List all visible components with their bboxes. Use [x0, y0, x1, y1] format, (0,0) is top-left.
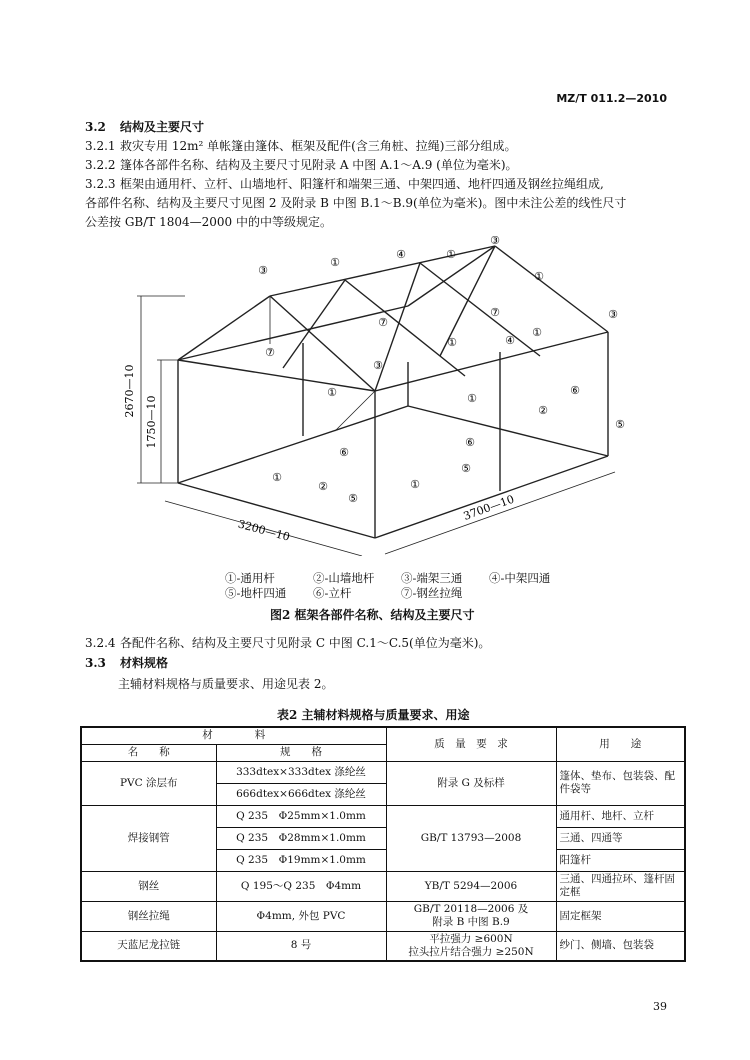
legend-item: ⑦-钢丝拉绳 — [401, 586, 463, 600]
section-3-3-text: 主辅材料规格与质量要求、用途见表 2。 — [118, 677, 334, 691]
dim-length: 3700—10 — [461, 492, 516, 523]
figure-caption: 图2 框架各部件名称、结构及主要尺寸 — [270, 608, 475, 622]
marker-1: ① — [447, 336, 457, 349]
figure-legend-row-1 — [225, 570, 577, 586]
cell-spec: 666dtex×666dtex 涤纶丝 — [216, 783, 386, 805]
legend-item: ⑤-地杆四通 — [225, 586, 287, 600]
section-3-3-heading — [85, 654, 685, 673]
marker-7: ⑦ — [378, 316, 388, 329]
legend-item: ⑥-立杆 — [313, 586, 352, 600]
dim-wall-height: 1750—10 — [145, 395, 158, 449]
marker-1: ① — [272, 471, 282, 484]
header-quality: 质 量 要 求 — [386, 727, 556, 761]
marker-7: ⑦ — [490, 306, 500, 319]
cell-name: 焊接钢管 — [81, 805, 216, 871]
para-number: 3.2.2 — [85, 158, 116, 172]
cell-usage: 阳篷杆 — [556, 849, 685, 871]
quality-line: 拉头拉片结合强力 ≥250N — [408, 945, 534, 958]
cell-spec: Q 235 Φ19mm×1.0mm — [216, 849, 386, 871]
legend-item: ②-山墙地杆 — [313, 571, 375, 585]
marker-3: ③ — [490, 236, 500, 247]
cell-spec: 8 号 — [216, 931, 386, 961]
marker-1: ① — [532, 326, 542, 339]
cell-spec: Q 235 Φ25mm×1.0mm — [216, 805, 386, 827]
marker-1: ① — [467, 392, 477, 405]
cell-name: 天蓝尼龙拉链 — [81, 931, 216, 961]
cell-quality: YB/T 5294—2006 — [386, 871, 556, 901]
marker-4: ④ — [396, 248, 406, 261]
section-title: 材料规格 — [120, 656, 169, 670]
quality-line: 附录 B 中图 B.9 — [432, 916, 510, 928]
para-3-2-3-line-1 — [85, 175, 685, 194]
part-markers — [258, 236, 625, 505]
cell-quality — [386, 931, 556, 961]
cell-usage: 通用杆、地杆、立杆 — [556, 805, 685, 827]
tent-frame-figure — [85, 236, 665, 556]
marker-5: ⑤ — [348, 492, 358, 505]
marker-2: ② — [538, 404, 548, 417]
para-text: 救灾专用 12m² 单帐篷由篷体、框架及配件(含三角桩、拉绳)三部分组成。 — [120, 139, 517, 153]
cell-quality: 附录 G 及标样 — [386, 761, 556, 805]
figure-legend-row-2 — [225, 585, 489, 601]
frame-drawing — [178, 246, 608, 538]
section-number: 3.2 — [85, 120, 106, 134]
marker-2: ② — [318, 480, 328, 493]
cell-name: 钢丝拉绳 — [81, 901, 216, 931]
dim-total-height: 2670—10 — [123, 364, 136, 418]
header-material: 材 料 — [81, 727, 386, 744]
para-3-2-2 — [85, 156, 685, 175]
marker-7: ⑦ — [265, 346, 275, 359]
para-text: 各配件名称、结构及主要尺寸见附录 C 中图 C.1～C.5(单位为毫米)。 — [120, 636, 491, 650]
para-text: 框架由通用杆、立杆、山墙地杆、阳篷杆和端架三通、中架四通、地杆四通及钢丝拉绳组成, — [120, 177, 604, 191]
marker-4: ④ — [505, 334, 515, 347]
para-number: 3.2.4 — [85, 636, 116, 650]
cell-spec: Q 235 Φ28mm×1.0mm — [216, 827, 386, 849]
para-number: 3.2.3 — [85, 177, 116, 191]
legend-item: ③-端架三通 — [401, 571, 463, 585]
table-caption: 表2 主辅材料规格与质量要求、用途 — [277, 708, 470, 722]
dimension-lines — [137, 296, 615, 556]
para-number: 3.2.1 — [85, 139, 116, 153]
marker-6: ⑥ — [570, 384, 580, 397]
marker-3: ③ — [608, 308, 618, 321]
marker-3: ③ — [258, 264, 268, 277]
cell-quality — [386, 901, 556, 931]
cell-name: PVC 涂层布 — [81, 761, 216, 805]
cell-usage: 三通、四通等 — [556, 827, 685, 849]
cell-quality: GB/T 13793—2008 — [386, 805, 556, 871]
cell-spec: Φ4mm, 外包 PVC — [216, 901, 386, 931]
marker-1: ① — [446, 248, 456, 261]
cell-name: 钢丝 — [81, 871, 216, 901]
page-number: 39 — [653, 1000, 667, 1013]
header-usage: 用 途 — [556, 727, 685, 761]
cell-usage: 固定框架 — [556, 901, 685, 931]
standard-code: MZ/T 011.2—2010 — [556, 92, 667, 105]
marker-5: ⑤ — [615, 418, 625, 431]
para-3-2-3-line-3: 公差按 GB/T 1804—2000 中的中等级规定。 — [85, 215, 332, 229]
quality-line: GB/T 20118—2006 及 — [413, 903, 529, 915]
section-number: 3.3 — [85, 656, 106, 670]
section-3-2-heading — [85, 118, 685, 137]
cell-usage: 纱门、侧墙、包装袋 — [556, 931, 685, 961]
marker-5: ⑤ — [461, 462, 471, 475]
marker-1: ① — [327, 386, 337, 399]
quality-line: 平拉强力 ≥600N — [429, 932, 513, 945]
marker-1: ① — [330, 256, 340, 269]
cell-usage: 篷体、垫布、包装袋、配件袋等 — [556, 761, 685, 805]
cell-spec: Q 195～Q 235 Φ4mm — [216, 871, 386, 901]
section-title: 结构及主要尺寸 — [120, 120, 205, 134]
cell-spec: 333dtex×333dtex 涤纶丝 — [216, 761, 386, 783]
dim-width: 3200—10 — [236, 517, 292, 544]
guy-wires — [270, 296, 608, 431]
marker-6: ⑥ — [339, 446, 349, 459]
marker-3: ③ — [373, 359, 383, 372]
para-3-2-3-line-2: 各部件名称、结构及主要尺寸见图 2 及附录 B 中图 B.1～B.9(单位为毫米)。图中未注公差的线性尺寸 — [85, 196, 627, 210]
marker-1: ① — [410, 478, 420, 491]
legend-item: ④-中架四通 — [489, 571, 551, 585]
header-spec: 规 格 — [216, 744, 386, 761]
materials-table — [80, 726, 686, 962]
header-name: 名 称 — [81, 744, 216, 761]
marker-1: ① — [534, 270, 544, 283]
para-3-2-4 — [85, 634, 685, 653]
para-text: 篷体各部件名称、结构及主要尺寸见附录 A 中图 A.1～A.9 (单位为毫米)。 — [120, 158, 518, 172]
marker-6: ⑥ — [465, 436, 475, 449]
legend-item: ①-通用杆 — [225, 571, 275, 585]
cell-usage: 三通、四通拉环、篷杆固定框 — [556, 871, 685, 901]
para-3-2-1 — [85, 137, 685, 156]
